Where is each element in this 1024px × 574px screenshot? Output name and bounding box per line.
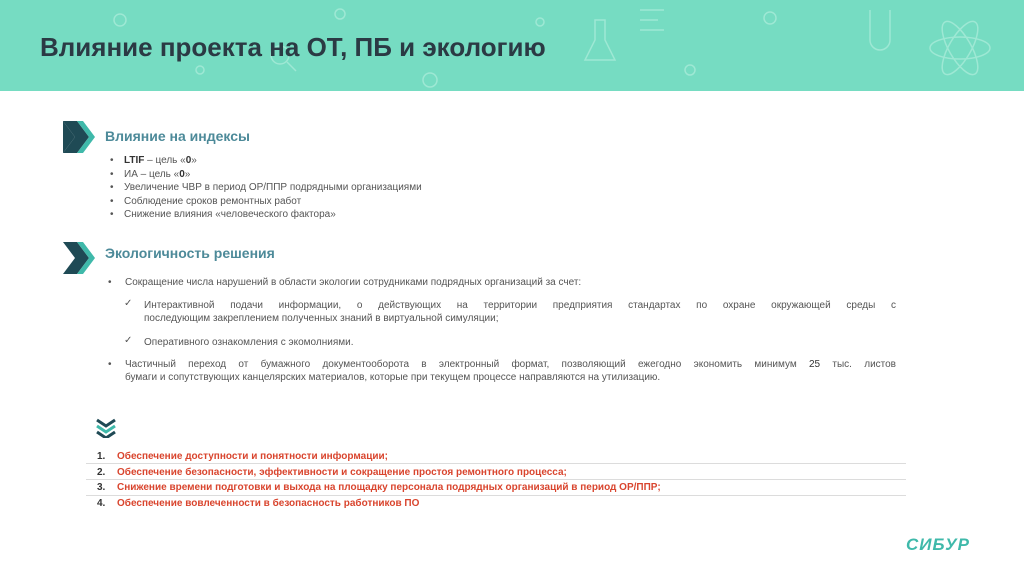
index-list: [110, 154, 422, 222]
list-item: • Частичный переход от бумажного документооборота в электронный формат, позволяющий ежегодно экономить минимум 25 тыс. листов бумаги и сопутствующих канцелярских материалов, которые при текущем процессе направляются на утилизацию.: [108, 359, 896, 383]
result-item: 1. Обеспечение доступности и понятности информации;: [97, 451, 388, 462]
list-item: • Увеличение ЧВР в период ОР/ППР подрядными организациями: [110, 181, 422, 195]
result-item: 2. Обеспечение безопасности, эффективности и сокращение простоя ремонтного процесса;: [97, 466, 567, 478]
chevron-double-right-icon: [63, 121, 95, 153]
divider: [86, 495, 906, 496]
slide-header: [0, 0, 1024, 91]
result-item: 4. Обеспечение вовлеченности в безопасность работников ПО: [97, 497, 420, 509]
sibur-logo: СИБУР: [906, 535, 970, 554]
triple-chevron-down-icon: [95, 418, 117, 438]
chevron-double-right-icon: [63, 242, 95, 274]
divider: [86, 479, 906, 480]
section-title-indexes: Влияние на индексы: [105, 128, 250, 144]
result-item: 3. Снижение времени подготовки и выхода на площадку персонала подрядных организаций в период ОР/ППР;: [97, 482, 661, 493]
page-title: Влияние проекта на ОТ, ПБ и экологию: [40, 32, 546, 62]
list-item: • ИА – цель «0»: [110, 168, 422, 182]
divider: [86, 463, 906, 464]
checkmark-icon: ✓: [124, 298, 133, 309]
list-item: • Снижение влияния «человеческого фактора»: [110, 208, 422, 222]
check-item: Интерактивной подачи информации, о действующих на территории предприятия стандартах по охране окружающей среды с последующим закреплением полученных знаний в виртуальной симуляции;: [144, 300, 896, 324]
checkmark-icon: ✓: [124, 335, 133, 346]
results-list: [97, 449, 661, 511]
section-title-ecology: Экологичность решения: [105, 245, 275, 261]
list-item: • Соблюдение сроков ремонтных работ: [110, 195, 422, 209]
list-item: • LTIF – цель «0»: [110, 154, 422, 168]
check-item: Оперативного ознакомления с экомолниями.: [144, 337, 354, 348]
